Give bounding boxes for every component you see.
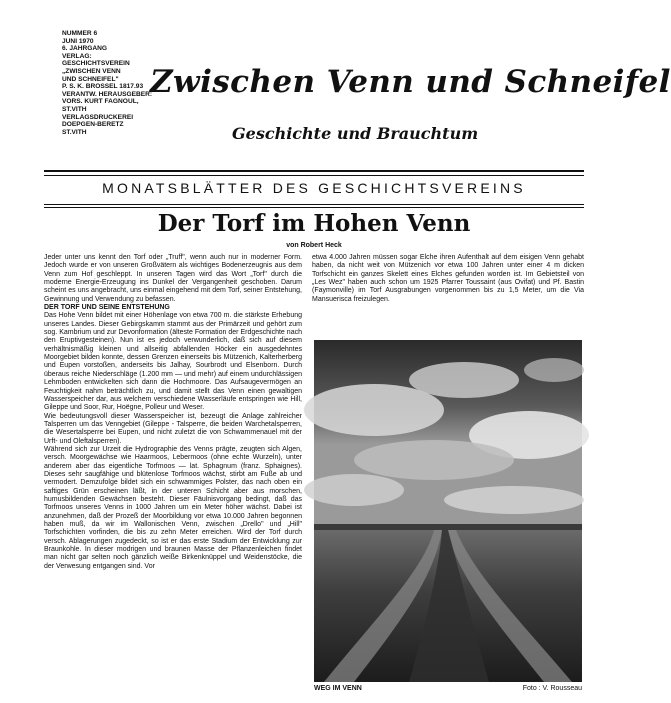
masthead-title: Zwischen Venn und Schneifel	[150, 64, 671, 100]
section-banner: MONATSBLÄTTER DES GESCHICHTSVEREINS	[102, 180, 526, 196]
info-line: 6. JAHRGANG	[62, 45, 108, 53]
article-column-left	[44, 254, 302, 571]
article-paragraph: Während sich zur Urzeit die Hydrographie des Venns prägte, zeugten sich Algen, versch. Moorgewächse wie Haarmoos, Lebermoos (ohne echte Wurzeln), unter anderem aber das eigentliche Torfmoos — lat. Sphagnum (franz. Sphaignes). Dieses sehr saugfähige und blütenlose Torfmoos wächst, stirbt am Fuße ab und vermodert. Demzufolge bildet sich ein schwammiges Polster, das nach oben ein saftiges Grün erscheinen läßt, in der unteren Schicht aber aus morschen, humusbildenden Gewächsen besteht. Dieser Fäulnisvorgang bedingt, daß das Torfmoos unseres Venns in 1000 Jahren um ein Meter höher wächst. Dabei ist anzunehmen, daß der Prozeß der Moorbildung vor etwa 10.000 Jahren begonnen haben muß, da wir im Wallonischen Venn, zwischen „Drello" und „Hill" Torfschichten vorfinden, die bis zu zehn Meter erreichen. Wird der Torf durch versch. Ablagerungen zugedeckt, so ist er das erste Stadium der Entwicklung zur Braunkohle. In dieser modrigen und braunen Masse der Pflanzenleichen findet man nicht gar selten noch gänzlich weiße Birkenknüppel und Weidenstöcke, die der Verwesung entgangen sind. Vor	[44, 445, 302, 570]
photo-credit: Foto : V. Rousseau	[522, 685, 582, 692]
divider-rule	[44, 207, 584, 208]
article-paragraph: Das Hohe Venn bildet mit einer Höhenlage von etwa 700 m. die stärkste Erhebung unseres Landes. Dieser Gebirgskamm stammt aus der Primärzeit und gehört zum sog. Kambrium und zur Devonformation (älteste Formation der Erdgeschichte nach den Eruptivgesteinen). Nun ist es jedoch verwunderlich, daß sich auf diesem verhältnismäßig kleinen und allseitig abfallenden Höcker ein ausgedehntes Moorgebiet bilden konnte, dessen Grenzen einerseits bis Mützenich, Kalterherberg und Eupen vorstoßen, anderseits bis Jalhay, Sourbrodt und Elsenborn. Durch überaus reiche Niederschläge (1.200 mm — und mehr) auf einem undurchlässigen Lehmboden entwickelten sich dann die Hochmoore. Das Aufsaugevermögen an Feuchtigkeit nahm beträchtlich zu, und damit stellt das Venn einen gewaltigen Wasserspeicher dar, aus welchem verschiedene Wasserläufe entspringen wie Hill, Gileppe und Soor, Rur, Hoëgne, Polleur und Weser.	[44, 312, 302, 412]
article-subheading: DER TORF UND SEINE ENTSTEHUNG	[44, 304, 170, 312]
info-line: GESCHICHTSVEREIN	[62, 60, 130, 68]
info-line: ST.VITH	[62, 128, 87, 136]
article-byline: von Robert Heck	[286, 242, 342, 249]
divider-rule	[44, 175, 584, 176]
article-headline: Der Torf im Hohen Venn	[157, 210, 471, 237]
info-line: VORS. KURT FAGNOUL,	[62, 98, 139, 106]
info-line: JUNI 1970	[62, 37, 94, 45]
info-line: UND SCHNEIFEL"	[62, 75, 119, 83]
info-line: NUMMER 6	[62, 30, 98, 37]
venn-landscape-photo	[314, 340, 582, 682]
info-line: VERLAGSDRUCKEREI	[62, 113, 134, 121]
info-line: P. S. K. BROSSEL 1817.93	[62, 83, 144, 91]
article-column-right	[312, 254, 584, 304]
info-line: VERANTW. HERAUSGEBER:	[62, 90, 153, 98]
masthead-subtitle: Geschichte und Brauchtum	[232, 124, 479, 143]
article-paragraph: Wie bedeutungsvoll dieser Wasserspeicher ist, bezeugt die Anlage zahlreicher Talsperren um das Venngebiet (Gileppe - Talsperre, die beiden Warchetalsperren, die Wesertalsperre bei Eupen, und nicht zuletzt die von Schwammenauel mit der Urft- und Oleftalsperren).	[44, 412, 302, 445]
info-line: VERLAG:	[62, 52, 92, 60]
info-line: „ZWISCHEN VENN	[62, 67, 121, 75]
divider-rule	[44, 204, 584, 205]
article-paragraph: etwa 4.000 Jahren müssen sogar Elche ihren Aufenthalt auf dem eisigen Venn gehabt haben, da nicht weit von Mützenich vor etwa 100 Jahren unter einer 4 m dicken Torfschicht ein ganzes Skelett eines Elches gefunden worden ist. Im Gebietsteil von „Les Wez" haben auch schon um 1925 Pfarrer Toussaint (aus Ovifat) und Pf. Bastin (Faymonville) im Torf Ausgrabungen vorgenommen bis zu 1,5 Meter, um die Via Mansuerisca freizulegen.	[312, 254, 584, 303]
photo-caption: WEG IM VENN	[314, 685, 362, 692]
article-paragraph: Jeder unter uns kennt den Torf oder „Truff", wenn auch nur in moderner Form. Jedoch wurde er von unseren Großvätern als wichtiges Bodenerzeugnis aus dem Venn zum Hof geschleppt. In unseren Tagen wird das Wort „Torf" durch die moderne Energie-Erzeugung ins Dunkel der Vergangenheit geschoben. Darum scheint es uns angebracht, uns einmal eingehend mit dem Torf, seiner Entstehung, Gewinnung und Verwendung zu befassen.	[44, 254, 302, 303]
info-line: ST.VITH	[62, 105, 87, 113]
info-line: DOEPGEN-BERETZ	[62, 121, 124, 129]
photo-image	[314, 340, 582, 682]
divider-rule	[44, 170, 584, 172]
